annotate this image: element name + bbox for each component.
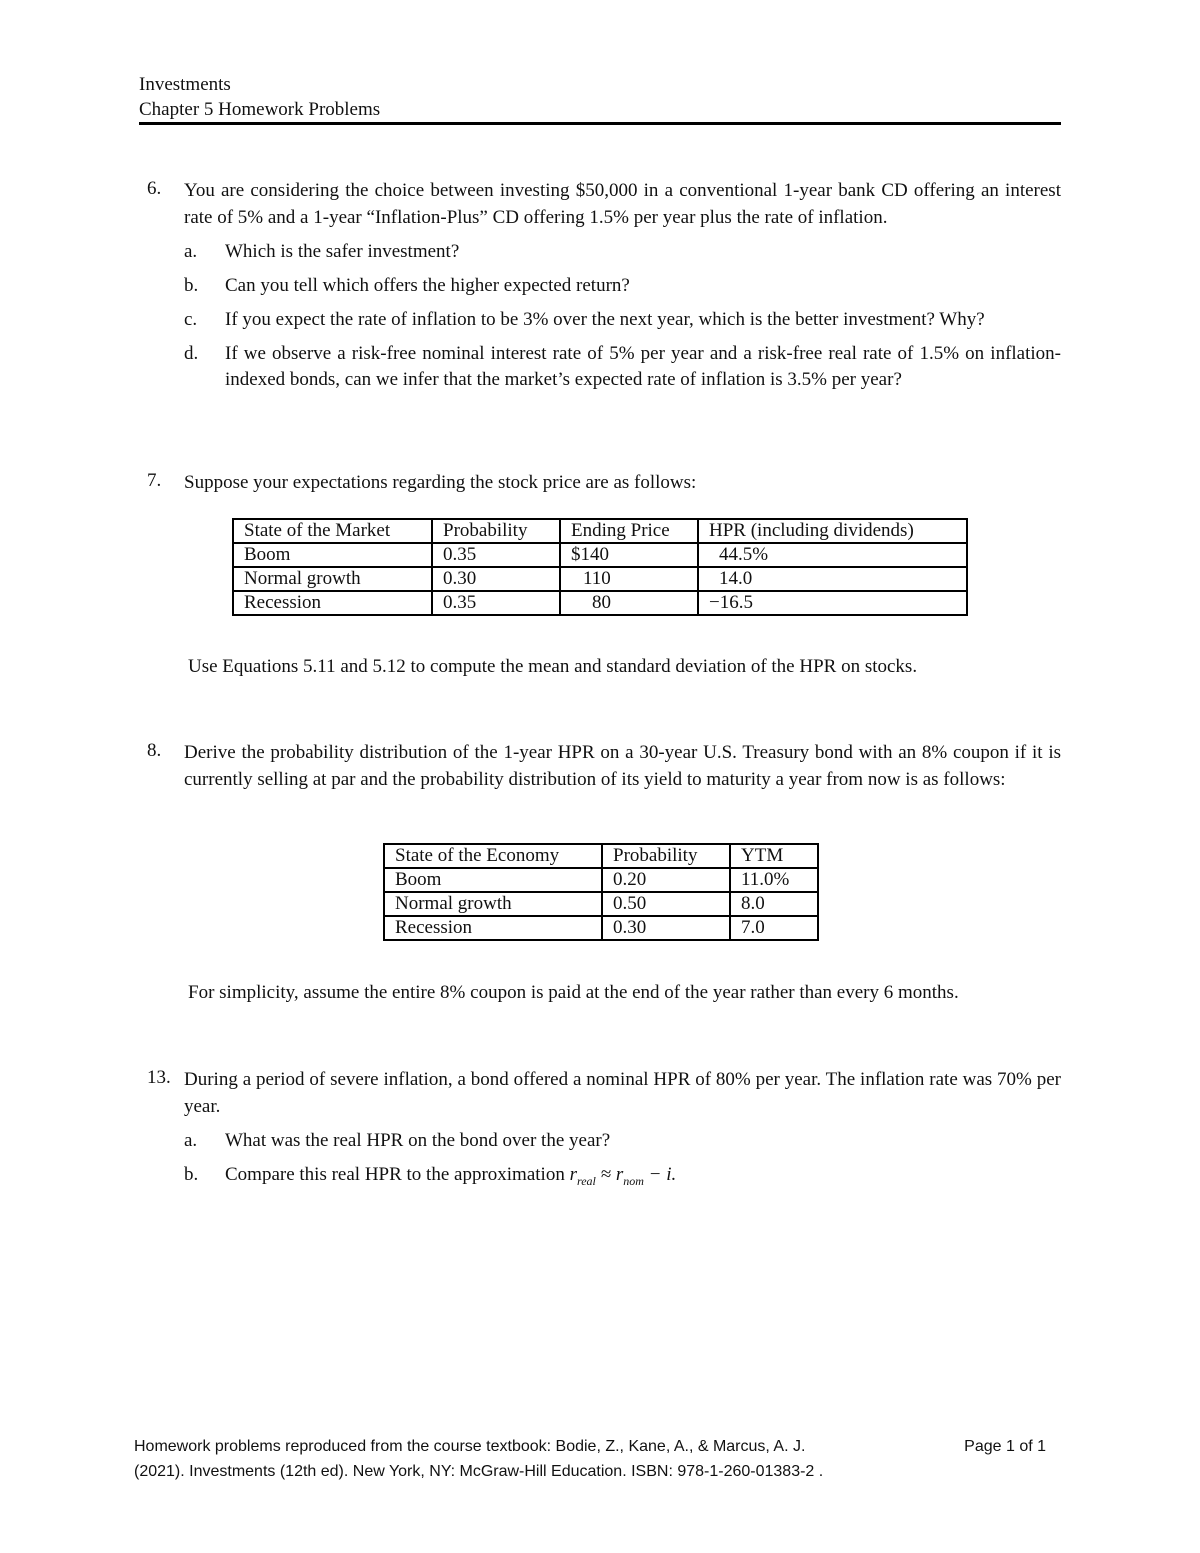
problem-number: 8.	[147, 740, 162, 761]
table-cell: Recession	[233, 591, 432, 615]
problem-8	[147, 740, 1061, 793]
problem-6	[147, 178, 1061, 401]
part-c	[184, 307, 1061, 333]
ytm-table	[383, 843, 819, 941]
header-cell: State of the Market	[233, 519, 432, 543]
table-cell: 0.30	[432, 567, 560, 591]
part-b	[184, 273, 1061, 299]
problem-text: You are considering the choice between investing $50,000 in a conventional 1-year bank CD offering an interest rate of 5% and a 1-year “Inflation-Plus” CD offering 1.5% per year plus the rate of inflation.	[184, 180, 1061, 228]
part-text: Can you tell which offers the higher expected return?	[225, 275, 630, 296]
problem-text: Suppose your expectations regarding the stock price are as follows:	[184, 472, 697, 493]
table-cell: $140	[560, 543, 698, 567]
table-cell: Normal growth	[384, 892, 602, 916]
problem-7	[147, 470, 1061, 497]
table-cell: 7.0	[730, 916, 818, 940]
header-cell: State of the Economy	[384, 844, 602, 868]
table-header-row	[233, 519, 967, 543]
part-text: If we observe a risk-free nominal interest rate of 5% per year and a risk-free real rate of 1.5% on inflation-indexed bonds, can we infer that the market’s expected rate of inflation is 3.5% per year?	[225, 343, 1061, 390]
table-row	[384, 892, 818, 916]
table-cell: 0.50	[602, 892, 730, 916]
footer-citation-line-2: (2021). Investments (12th ed). New York, NY: McGraw-Hill Education. ISBN: 978-1-260-01383-2 .	[134, 1463, 824, 1480]
table-cell: Recession	[384, 916, 602, 940]
table-cell: 110	[560, 567, 698, 591]
footer-citation-line-1: Homework problems reproduced from the course textbook: Bodie, Z., Kane, A., & Marcus, A. J.	[134, 1438, 806, 1455]
problem-13	[147, 1067, 1061, 1202]
problem-8-note: For simplicity, assume the entire 8% coupon is paid at the end of the year rather than every 6 months.	[188, 982, 959, 1003]
problem-number: 13.	[147, 1067, 171, 1088]
part-text: If you expect the rate of inflation to be 3% over the next year, which is the better investment? Why?	[225, 309, 985, 330]
table-row	[233, 543, 967, 567]
table-cell: 0.20	[602, 868, 730, 892]
header-cell: Probability	[602, 844, 730, 868]
problem-text: Derive the probability distribution of the 1-year HPR on a 30-year U.S. Treasury bond with an 8% coupon if it is currently selling at par and the probability distribution of its yield to maturity a year from now is as follows:	[184, 742, 1061, 790]
table-cell: 0.35	[432, 591, 560, 615]
part-label: a.	[184, 1130, 198, 1151]
header-cell: HPR (including dividends)	[698, 519, 967, 543]
part-label: c.	[184, 309, 198, 330]
part-a	[184, 1128, 1061, 1154]
page-header	[139, 72, 1061, 122]
problem-7-note: Use Equations 5.11 and 5.12 to compute the mean and standard deviation of the HPR on stocks.	[188, 656, 918, 677]
table-cell: Boom	[233, 543, 432, 567]
stock-price-table	[232, 518, 968, 616]
table-row	[233, 591, 967, 615]
header-cell: YTM	[730, 844, 818, 868]
part-a	[184, 239, 1061, 265]
table-row	[233, 567, 967, 591]
problem-parts	[184, 1128, 1061, 1194]
part-text: What was the real HPR on the bond over the year?	[225, 1130, 611, 1151]
problem-parts	[184, 239, 1061, 393]
table-cell: −16.5	[698, 591, 967, 615]
table-cell: 0.35	[432, 543, 560, 567]
table-cell: 8.0	[730, 892, 818, 916]
page-number: Page 1 of 1	[964, 1438, 1046, 1455]
table-cell: 80	[560, 591, 698, 615]
header-cell: Ending Price	[560, 519, 698, 543]
part-text: Which is the safer investment?	[225, 241, 460, 262]
part-label: b.	[184, 1164, 199, 1185]
part-label: b.	[184, 275, 199, 296]
problem-number: 6.	[147, 178, 162, 199]
part-label: d.	[184, 343, 199, 364]
header-rule	[139, 122, 1061, 125]
part-label: a.	[184, 241, 198, 262]
table-cell: 0.30	[602, 916, 730, 940]
course-title: Investments	[139, 74, 231, 95]
chapter-title: Chapter 5 Homework Problems	[139, 99, 381, 120]
table-row	[384, 868, 818, 892]
part-text: Compare this real HPR to the approximation	[225, 1164, 565, 1185]
part-b	[184, 1162, 1061, 1194]
table-row	[384, 916, 818, 940]
problem-text: During a period of severe inflation, a bond offered a nominal HPR of 80% per year. The inflation rate was 70% per year.	[184, 1069, 1061, 1117]
table-cell: 14.0	[698, 567, 967, 591]
table-cell: 11.0%	[730, 868, 818, 892]
table-cell: Normal growth	[233, 567, 432, 591]
table-cell: Boom	[384, 868, 602, 892]
approximation-formula: $r_{real} \approx r_{nom} - i$.	[569, 1164, 677, 1188]
table-cell: 44.5%	[698, 543, 967, 567]
header-cell: Probability	[432, 519, 560, 543]
table-header-row	[384, 844, 818, 868]
page-footer	[134, 1434, 1046, 1484]
problem-number: 7.	[147, 470, 162, 491]
part-d	[184, 341, 1061, 393]
